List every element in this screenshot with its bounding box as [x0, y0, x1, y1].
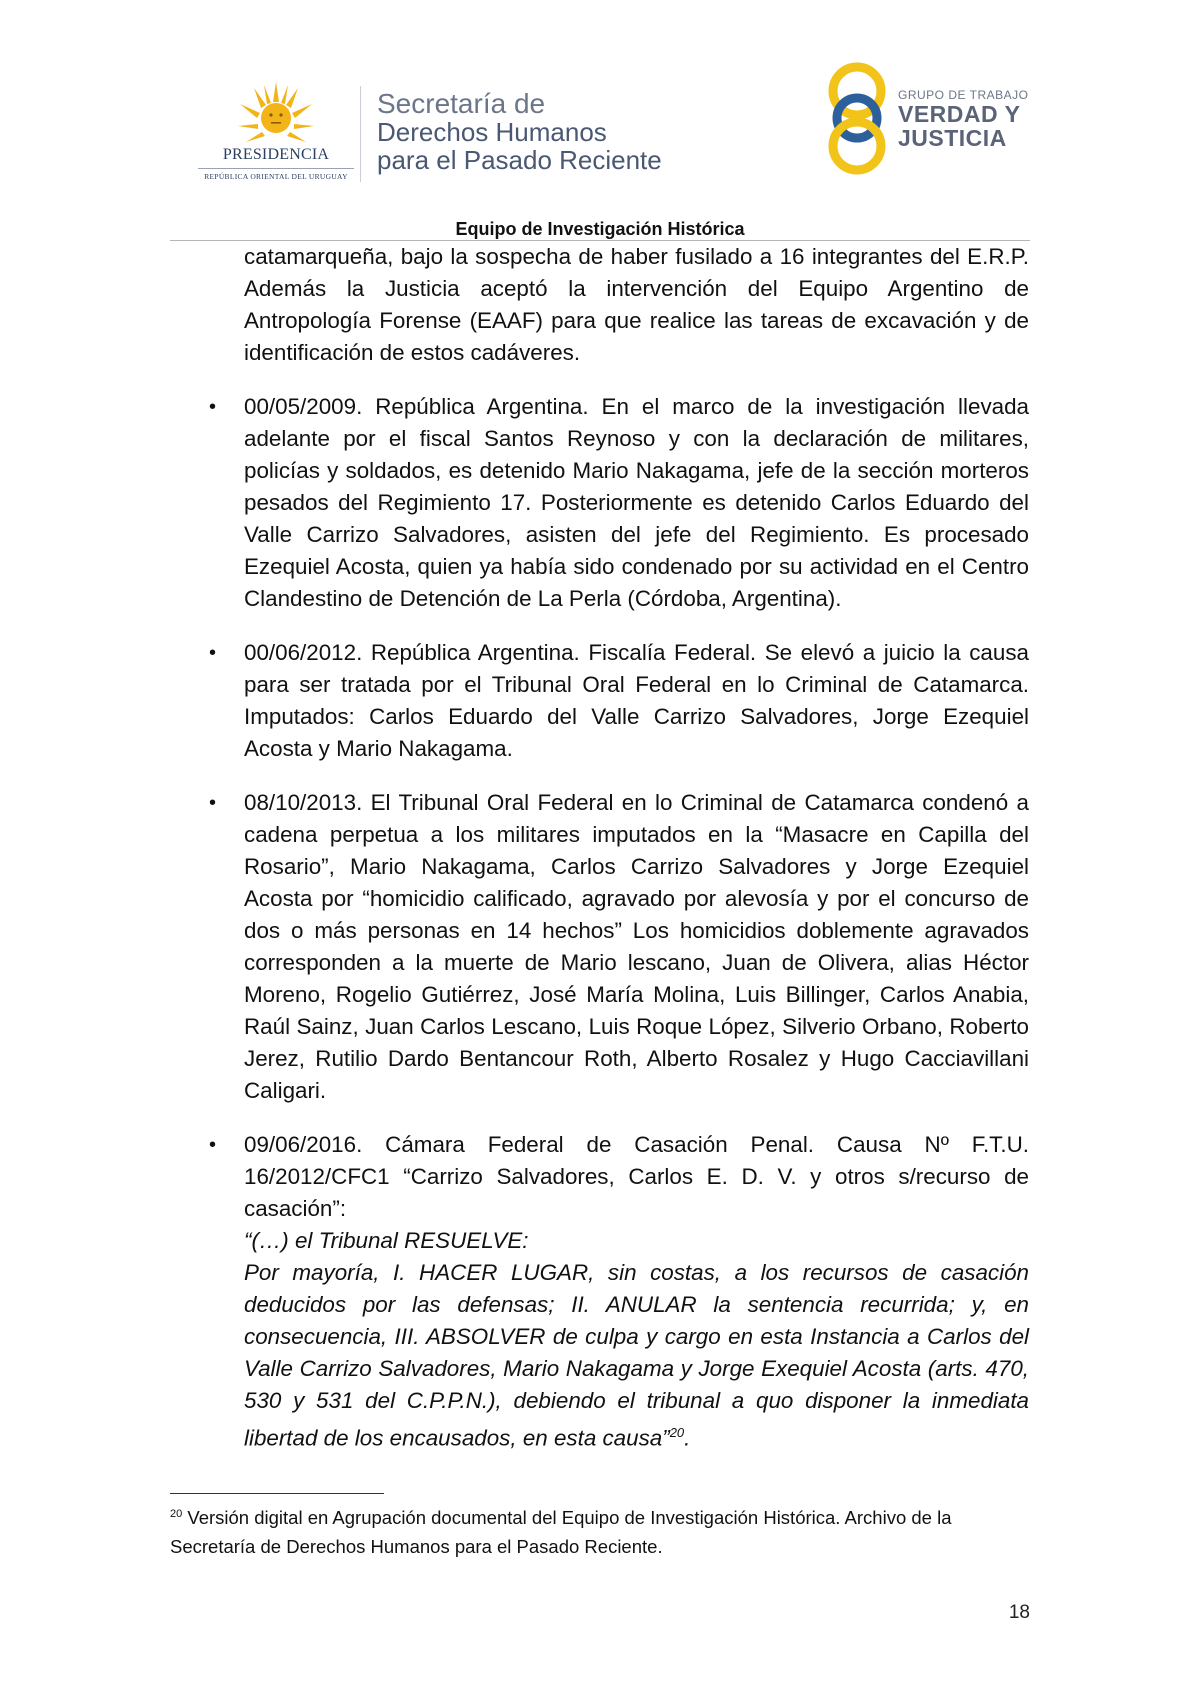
list-item [209, 391, 1029, 615]
footnote-reference[interactable]: 20 [669, 1425, 685, 1440]
presidencia-subtitle: REPÚBLICA ORIENTAL DEL URUGUAY [204, 172, 348, 181]
entry-text: 09/06/2016. Cámara Federal de Casación Penal. Causa Nº F.T.U. 16/2012/CFC1 “Carrizo Salvadores, Carlos E. D. V. y otros s/recurso de casación”: [244, 1132, 1029, 1221]
quote-body [244, 1257, 1029, 1454]
document-body [209, 241, 1029, 1454]
entry-text: 08/10/2013. El Tribunal Oral Federal en lo Criminal de Catamarca condenó a cadena perpetua a los militares imputados en la “Masacre en Capilla del Rosario”, Mario Nakagama, Carlos Carrizo Salvadores y Jorge Ezequiel Acosta por “homicidio calificado, agravado por alevosía y por el concurso de dos o más personas en 14 hechos” Los homicidios doblemente agravados corresponden a la muerte de Mario lescano, Juan de Olivera, alias Héctor Moreno, Rogelio Gutiérrez, José María Molina, Luis Billinger, Carlos Anabia, Raúl Sainz, Juan Carlos Lescano, Luis Roque López, Silverio Orbano, Roberto Jerez, Rutilio Dardo Bentancour Roth, Alberto Rosalez y Hugo Cacciavillani Caligari. [244, 790, 1029, 1103]
page-header [0, 0, 1190, 240]
bullet-icon: • [209, 1134, 217, 1156]
list-item [209, 1129, 1029, 1454]
secretaria-logo-text [377, 90, 662, 174]
entry-text: 00/06/2012. República Argentina. Fiscalía Federal. Se elevó a juicio la causa para ser tratada por el Tribunal Oral Federal en lo Criminal de Catamarca. Imputados: Carlos Eduardo del Valle Carrizo Salvadores, Jorge Ezequiel Acosta y Mario Nakagama. [244, 640, 1029, 761]
bullet-icon: • [209, 642, 217, 664]
sun-emblem-icon [236, 80, 316, 150]
footnote [170, 1500, 1030, 1561]
list-item [209, 787, 1029, 1107]
secretaria-line2: Derechos Humanos [377, 117, 607, 147]
list-item [209, 637, 1029, 765]
bullet-icon: • [209, 792, 217, 814]
presidencia-rule [198, 168, 354, 169]
presidencia-title: PRESIDENCIA [222, 146, 330, 163]
page-number: 18 [1008, 1602, 1030, 1623]
secretaria-line1: Secretaría de [377, 88, 546, 119]
footnote-text: Versión digital en Agrupación documental del Equipo de Investigación Histórica. Archivo de la Secretaría de Derechos Humanos para el Pasado Reciente. [170, 1507, 952, 1558]
quote-end: . [684, 1425, 691, 1451]
header-divider [360, 86, 361, 182]
grupo-line3: JUSTICIA [898, 125, 1007, 151]
quote-heading: “(…) el Tribunal RESUELVE: [244, 1228, 529, 1253]
team-heading: Equipo de Investigación Histórica [455, 219, 745, 239]
grupo-logo-text [898, 88, 1028, 150]
verdad-justicia-rings-icon [822, 58, 892, 178]
entry-text: 00/05/2009. República Argentina. En el marco de la investigación llevada adelante por el fiscal Santos Reynoso y con la declaración de militares, policías y soldados, es detenido Mario Nakagama, jefe de la sección morteros pesados del Regimiento 17. Posteriormente es detenido Carlos Eduardo del Valle Carrizo Salvadores, asisten del jefe del Regimiento. Es procesado Ezequiel Acosta, quien ya había sido condenado por su actividad en el Centro Clandestino de Detención de La Perla (Córdoba, Argentina). [244, 394, 1029, 611]
intro-paragraph: catamarqueña, bajo la sospecha de haber fusilado a 16 integrantes del E.R.P. Además la Justicia aceptó la intervención del Equipo Argentino de Antropología Forense (EAAF) para que realice las tareas de excavación y de identificación de estos cadáveres. [244, 244, 1029, 365]
quote-body-text: Por mayoría, I. HACER LUGAR, sin costas, a los recursos de casación deducidos por las defensas; II. ANULAR la sentencia recurrida; y, en consecuencia, III. ABSOLVER de culpa y cargo en esta Instancia a Carlos del Valle Carrizo Salvadores, Mario Nakagama y Jorge Exequiel Acosta (arts. 470, 530 y 531 del C.P.P.N.), debiendo el tribunal a quo disponer la inmediata libertad de los encausados, en esta causa” [244, 1260, 1029, 1451]
footnote-separator [170, 1493, 384, 1494]
bullet-icon: • [209, 396, 217, 418]
footnote-number: 20 [170, 1508, 183, 1520]
secretaria-line3: para el Pasado Reciente [377, 145, 662, 175]
grupo-line1: GRUPO DE TRABAJO [898, 88, 1029, 102]
presidencia-logo [196, 80, 356, 190]
grupo-line2: VERDAD Y [898, 101, 1021, 127]
